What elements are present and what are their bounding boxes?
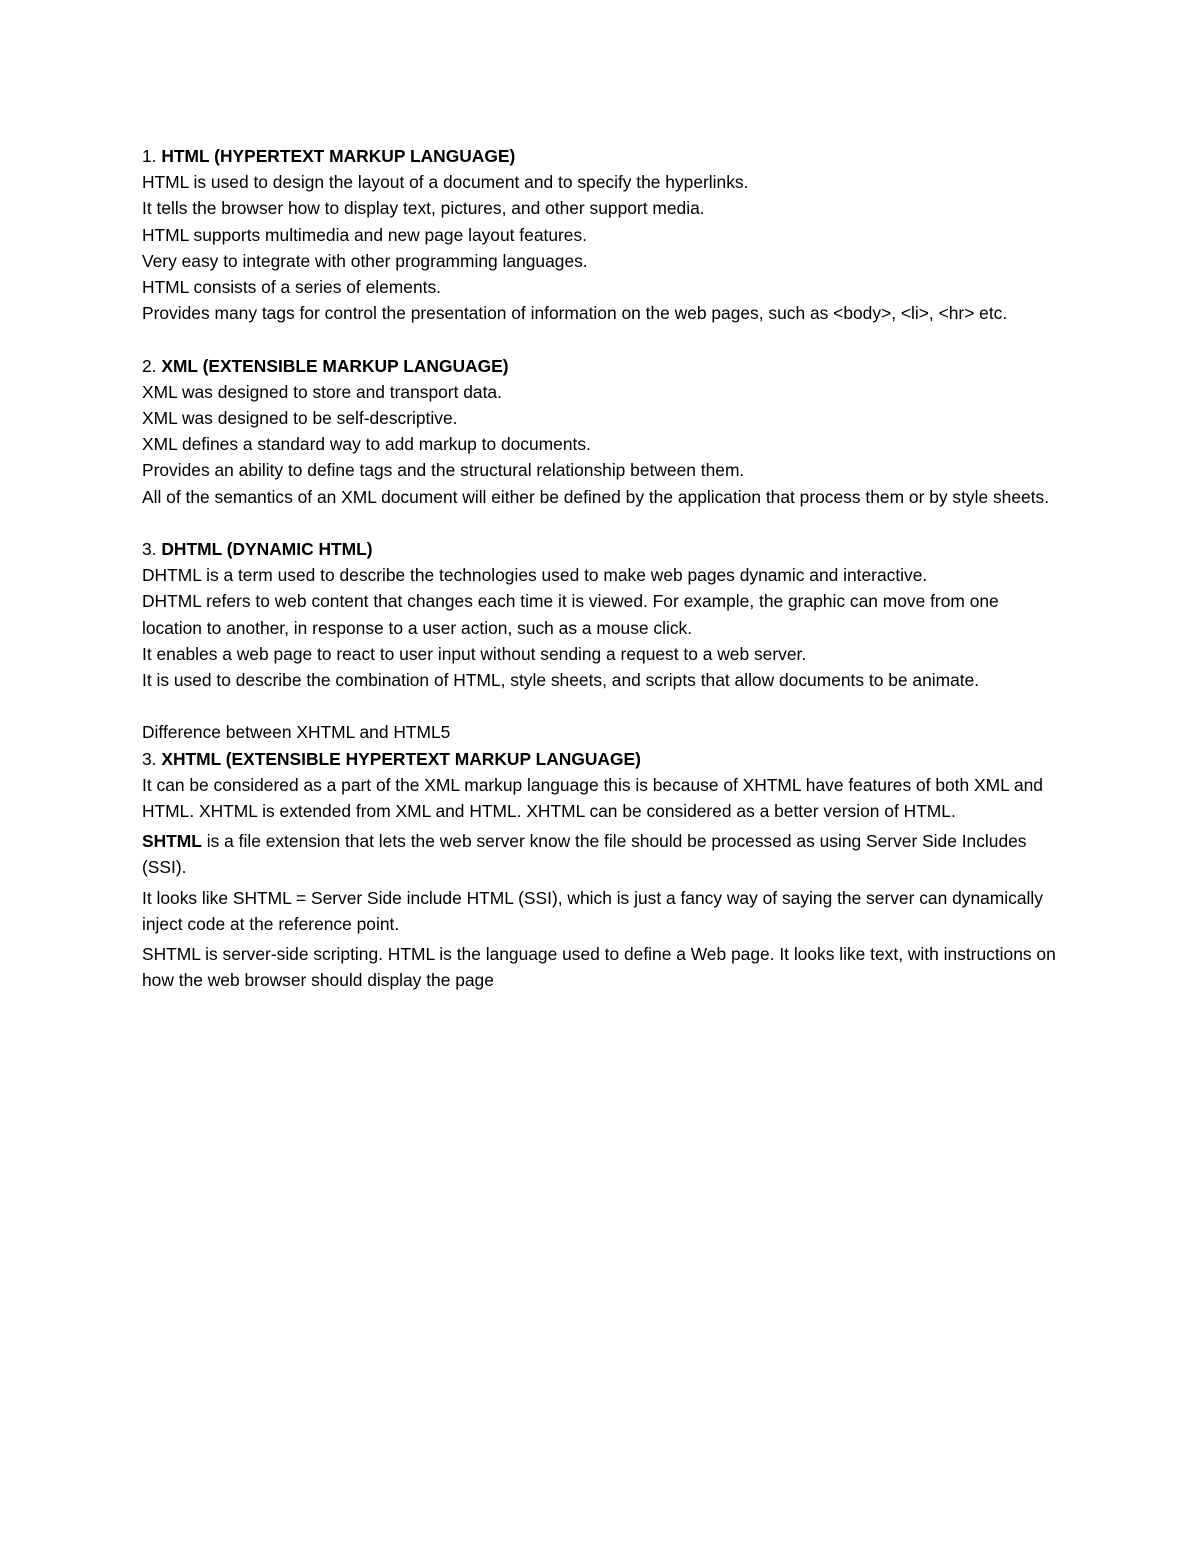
heading-number: 3. (142, 748, 162, 769)
section-heading (142, 143, 1062, 169)
section-xml (142, 353, 1062, 510)
body-line: HTML is used to design the layout of a document and to specify the hyperlinks. (142, 172, 749, 193)
section-heading (142, 536, 1062, 562)
xhtml-paragraph: It can be considered as a part of the XML markup language this is because of XHTML have features of both XML and HTML. XHTML is extended from XML and HTML. XHTML can be considered as a better version of HTML. (142, 774, 1043, 822)
section-xhtml (142, 719, 1062, 993)
body-line: It tells the browser how to display text, pictures, and other support media. (142, 198, 705, 219)
body-line: All of the semantics of an XML document will either be defined by the application that process them or by style sheets. (142, 486, 1050, 507)
heading-number: 1. (142, 146, 162, 166)
heading-text: XHTML (EXTENSIBLE HYPERTEXT MARKUP LANGUAGE) (161, 748, 641, 769)
shtml-bold-term: SHTML (142, 831, 202, 852)
shtml-explanation: It looks like SHTML = Server Side include HTML (SSI), which is just a fancy way of saying the server can dynamically inject code at the reference point. (142, 887, 1043, 934)
body-line: It enables a web page to react to user input without sending a request to a web server. (142, 643, 807, 664)
document-body (142, 143, 1062, 993)
body-line: Provides many tags for control the presentation of information on the web pages, such as <body>, <li>, <hr> etc. (142, 303, 1008, 324)
section-html (142, 143, 1062, 326)
heading-number: 2. (142, 355, 162, 376)
section-heading (142, 746, 1062, 772)
body-line: Very easy to integrate with other programming languages. (142, 250, 588, 271)
body-line: XML was designed to store and transport data. (142, 381, 502, 402)
section-heading (142, 353, 1062, 379)
body-line: HTML consists of a series of elements. (142, 277, 441, 298)
difference-intro: Difference between XHTML and HTML5 (142, 722, 451, 743)
body-line: It is used to describe the combination of HTML, style sheets, and scripts that allow documents to be animate. (142, 670, 980, 691)
heading-number: 3. (142, 539, 162, 560)
shtml-scripting: SHTML is server-side scripting. HTML is the language used to define a Web page. It looks like text, with instructions on how the web browser should display the page (142, 944, 1056, 991)
heading-text: XML (EXTENSIBLE MARKUP LANGUAGE) (161, 355, 509, 376)
body-line: Provides an ability to define tags and the structural relationship between them. (142, 460, 745, 481)
section-dhtml (142, 536, 1062, 693)
shtml-paragraph (142, 828, 1062, 880)
body-line: XML defines a standard way to add markup to documents. (142, 434, 591, 455)
body-line: XML was designed to be self-descriptive. (142, 408, 458, 429)
body-line: DHTML is a term used to describe the technologies used to make web pages dynamic and interactive. (142, 565, 928, 586)
heading-text: DHTML (DYNAMIC HTML) (161, 539, 373, 560)
heading-text: HTML (HYPERTEXT MARKUP LANGUAGE) (161, 146, 516, 166)
body-line: DHTML refers to web content that changes each time it is viewed. For example, the graphic can move from one location to another, in response to a user action, such as a mouse click. (142, 591, 999, 638)
shtml-description: is a file extension that lets the web server know the file should be processed as using Server Side Includes (SSI). (142, 831, 1027, 878)
body-line: HTML supports multimedia and new page layout features. (142, 224, 587, 245)
